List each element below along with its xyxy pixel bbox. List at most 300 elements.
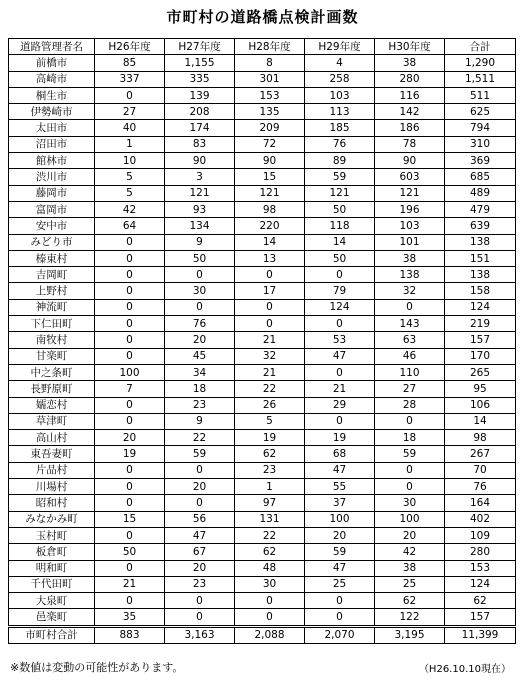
column-header-manager: 道路管理者名 [9, 39, 95, 55]
table-row [9, 511, 516, 527]
total-value: 489 [445, 185, 516, 201]
h29-value: 21 [305, 381, 375, 397]
total-value: 151 [445, 250, 516, 266]
h30-value: 59 [375, 446, 445, 462]
h26-value: 100 [95, 364, 165, 380]
h27-value: 20 [165, 560, 235, 576]
total-value: 70 [445, 462, 516, 478]
h27-value: 0 [165, 462, 235, 478]
h27-value: 139 [165, 87, 235, 103]
h26-value: 0 [95, 299, 165, 315]
h29-value: 0 [305, 593, 375, 609]
table-row [9, 267, 516, 283]
column-header-h30: H30年度 [375, 39, 445, 55]
h28-value: 48 [235, 560, 305, 576]
h30-value: 101 [375, 234, 445, 250]
h28-value: 15 [235, 169, 305, 185]
h27-value: 9 [165, 413, 235, 429]
h26-value: 21 [95, 576, 165, 592]
manager-name: 片品村 [9, 462, 95, 478]
total-value: 124 [445, 576, 516, 592]
h26-value: 50 [95, 544, 165, 560]
manager-name: みどり市 [9, 234, 95, 250]
manager-name: 川場村 [9, 479, 95, 495]
manager-name: 草津町 [9, 413, 95, 429]
h27-value: 0 [165, 593, 235, 609]
manager-name: 甘楽町 [9, 348, 95, 364]
table-header [9, 39, 516, 55]
h26-value: 0 [95, 234, 165, 250]
h28-value: 26 [235, 397, 305, 413]
table-row [9, 316, 516, 332]
total-value: 76 [445, 479, 516, 495]
h29-value: 0 [305, 267, 375, 283]
table-row [9, 576, 516, 592]
total-h29: 2,070 [305, 626, 375, 643]
h26-value: 15 [95, 511, 165, 527]
manager-name: 太田市 [9, 120, 95, 136]
total-value: 157 [445, 609, 516, 626]
h26-value: 42 [95, 201, 165, 217]
total-value: 14 [445, 413, 516, 429]
h30-value: 18 [375, 430, 445, 446]
h28-value: 21 [235, 332, 305, 348]
h30-value: 28 [375, 397, 445, 413]
h29-value: 113 [305, 104, 375, 120]
h26-value: 0 [95, 250, 165, 266]
total-value: 109 [445, 527, 516, 543]
h29-value: 25 [305, 576, 375, 592]
column-header-h27: H27年度 [165, 39, 235, 55]
h28-value: 17 [235, 283, 305, 299]
table-row [9, 169, 516, 185]
h28-value: 0 [235, 316, 305, 332]
total-value: 1,511 [445, 71, 516, 87]
h26-value: 0 [95, 316, 165, 332]
h29-value: 20 [305, 527, 375, 543]
h30-value: 122 [375, 609, 445, 626]
manager-name: 榛東村 [9, 250, 95, 266]
total-row-label: 市町村合計 [9, 626, 95, 643]
h30-value: 38 [375, 55, 445, 71]
total-h26: 883 [95, 626, 165, 643]
total-value: 164 [445, 495, 516, 511]
manager-name: 下仁田町 [9, 316, 95, 332]
h26-value: 337 [95, 71, 165, 87]
manager-name: 渋川市 [9, 169, 95, 185]
h30-value: 63 [375, 332, 445, 348]
h28-value: 1 [235, 479, 305, 495]
table-row [9, 397, 516, 413]
h27-value: 76 [165, 316, 235, 332]
h30-value: 46 [375, 348, 445, 364]
h26-value: 5 [95, 185, 165, 201]
h27-value: 0 [165, 299, 235, 315]
manager-name: 藤岡市 [9, 185, 95, 201]
table-row [9, 609, 516, 626]
h26-value: 0 [95, 462, 165, 478]
h30-value: 0 [375, 413, 445, 429]
manager-name: 上野村 [9, 283, 95, 299]
total-value: 511 [445, 87, 516, 103]
table-row [9, 120, 516, 136]
manager-name: 中之条町 [9, 364, 95, 380]
h30-value: 186 [375, 120, 445, 136]
manager-name: 大泉町 [9, 593, 95, 609]
h30-value: 25 [375, 576, 445, 592]
table-row [9, 234, 516, 250]
column-header-h26: H26年度 [95, 39, 165, 55]
table-row [9, 430, 516, 446]
h30-value: 103 [375, 218, 445, 234]
h26-value: 0 [95, 527, 165, 543]
footnote: ※数値は変動の可能性があります。 [10, 661, 184, 674]
manager-name: 明和町 [9, 560, 95, 576]
table-row [9, 332, 516, 348]
h30-value: 30 [375, 495, 445, 511]
h27-value: 34 [165, 364, 235, 380]
h27-value: 208 [165, 104, 235, 120]
h28-value: 0 [235, 609, 305, 626]
h27-value: 121 [165, 185, 235, 201]
h29-value: 124 [305, 299, 375, 315]
manager-name: 吉岡町 [9, 267, 95, 283]
table-row [9, 462, 516, 478]
h29-value: 47 [305, 560, 375, 576]
h28-value: 22 [235, 527, 305, 543]
h30-value: 78 [375, 136, 445, 152]
table-row [9, 495, 516, 511]
manager-name: 嬬恋村 [9, 397, 95, 413]
manager-name: 前橋市 [9, 55, 95, 71]
total-h30: 3,195 [375, 626, 445, 643]
h29-value: 185 [305, 120, 375, 136]
h27-value: 335 [165, 71, 235, 87]
h28-value: 32 [235, 348, 305, 364]
manager-name: 富岡市 [9, 201, 95, 217]
h28-value: 30 [235, 576, 305, 592]
h29-value: 29 [305, 397, 375, 413]
total-value: 170 [445, 348, 516, 364]
bridge-inspection-table [8, 38, 516, 644]
h29-value: 59 [305, 169, 375, 185]
h30-value: 280 [375, 71, 445, 87]
h26-value: 64 [95, 218, 165, 234]
h28-value: 72 [235, 136, 305, 152]
total-value: 157 [445, 332, 516, 348]
h29-value: 0 [305, 364, 375, 380]
h29-value: 89 [305, 153, 375, 169]
h26-value: 0 [95, 479, 165, 495]
h28-value: 220 [235, 218, 305, 234]
total-value: 98 [445, 430, 516, 446]
h30-value: 62 [375, 593, 445, 609]
h30-value: 32 [375, 283, 445, 299]
column-header-total: 合計 [445, 39, 516, 55]
h30-value: 100 [375, 511, 445, 527]
total-value: 153 [445, 560, 516, 576]
h27-value: 23 [165, 576, 235, 592]
document-title: 市町村の道路橋点検計画数 [166, 8, 359, 26]
h26-value: 0 [95, 560, 165, 576]
total-value: 794 [445, 120, 516, 136]
h30-value: 0 [375, 462, 445, 478]
h28-value: 21 [235, 364, 305, 380]
table-row [9, 283, 516, 299]
h30-value: 603 [375, 169, 445, 185]
manager-name: 神流町 [9, 299, 95, 315]
h26-value: 1 [95, 136, 165, 152]
as-of-date: （H26.10.10現在） [418, 664, 511, 675]
h28-value: 62 [235, 446, 305, 462]
h27-value: 134 [165, 218, 235, 234]
manager-name: 伊勢崎市 [9, 104, 95, 120]
table-row [9, 479, 516, 495]
total-h27: 3,163 [165, 626, 235, 643]
total-h28: 2,088 [235, 626, 305, 643]
h29-value: 4 [305, 55, 375, 71]
h30-value: 110 [375, 364, 445, 380]
total-value: 265 [445, 364, 516, 380]
table-row [9, 413, 516, 429]
total-value: 639 [445, 218, 516, 234]
total-row [9, 626, 516, 643]
h29-value: 258 [305, 71, 375, 87]
h28-value: 0 [235, 267, 305, 283]
h30-value: 142 [375, 104, 445, 120]
h27-value: 93 [165, 201, 235, 217]
h28-value: 209 [235, 120, 305, 136]
h27-value: 1,155 [165, 55, 235, 71]
manager-name: 長野原町 [9, 381, 95, 397]
h30-value: 196 [375, 201, 445, 217]
h26-value: 10 [95, 153, 165, 169]
h28-value: 8 [235, 55, 305, 71]
h28-value: 131 [235, 511, 305, 527]
manager-name: 桐生市 [9, 87, 95, 103]
manager-name: みなかみ町 [9, 511, 95, 527]
h26-value: 0 [95, 397, 165, 413]
total-value: 267 [445, 446, 516, 462]
manager-name: 玉村町 [9, 527, 95, 543]
h30-value: 20 [375, 527, 445, 543]
h27-value: 90 [165, 153, 235, 169]
h27-value: 45 [165, 348, 235, 364]
table-row [9, 55, 516, 71]
h30-value: 116 [375, 87, 445, 103]
h28-value: 62 [235, 544, 305, 560]
h30-value: 38 [375, 560, 445, 576]
h27-value: 23 [165, 397, 235, 413]
h28-value: 0 [235, 299, 305, 315]
h27-value: 59 [165, 446, 235, 462]
h29-value: 53 [305, 332, 375, 348]
h29-value: 19 [305, 430, 375, 446]
manager-name: 昭和村 [9, 495, 95, 511]
h28-value: 19 [235, 430, 305, 446]
manager-name: 千代田町 [9, 576, 95, 592]
h26-value: 0 [95, 267, 165, 283]
h28-value: 301 [235, 71, 305, 87]
table-row [9, 381, 516, 397]
table-row [9, 527, 516, 543]
h27-value: 22 [165, 430, 235, 446]
column-header-h28: H28年度 [235, 39, 305, 55]
table-row [9, 71, 516, 87]
total-value: 479 [445, 201, 516, 217]
h29-value: 0 [305, 316, 375, 332]
h30-value: 42 [375, 544, 445, 560]
h27-value: 20 [165, 479, 235, 495]
table-row [9, 299, 516, 315]
h27-value: 3 [165, 169, 235, 185]
total-value: 219 [445, 316, 516, 332]
table-row [9, 218, 516, 234]
total-value: 1,290 [445, 55, 516, 71]
table-row [9, 201, 516, 217]
table-row [9, 593, 516, 609]
table-row [9, 446, 516, 462]
h29-value: 47 [305, 462, 375, 478]
h28-value: 135 [235, 104, 305, 120]
h26-value: 0 [95, 87, 165, 103]
h28-value: 5 [235, 413, 305, 429]
h26-value: 0 [95, 348, 165, 364]
table-body [9, 55, 516, 626]
total-value: 124 [445, 299, 516, 315]
h30-value: 143 [375, 316, 445, 332]
table-row [9, 87, 516, 103]
h28-value: 0 [235, 593, 305, 609]
h29-value: 50 [305, 250, 375, 266]
h29-value: 68 [305, 446, 375, 462]
h26-value: 0 [95, 413, 165, 429]
table-row [9, 104, 516, 120]
manager-name: 安中市 [9, 218, 95, 234]
table-row [9, 250, 516, 266]
h29-value: 14 [305, 234, 375, 250]
h26-value: 5 [95, 169, 165, 185]
h28-value: 13 [235, 250, 305, 266]
h29-value: 47 [305, 348, 375, 364]
table-row [9, 136, 516, 152]
total-grand: 11,399 [445, 626, 516, 643]
total-value: 95 [445, 381, 516, 397]
table-row [9, 348, 516, 364]
h29-value: 55 [305, 479, 375, 495]
header-row [9, 39, 516, 55]
h27-value: 50 [165, 250, 235, 266]
h27-value: 0 [165, 609, 235, 626]
h27-value: 83 [165, 136, 235, 152]
column-header-h29: H29年度 [305, 39, 375, 55]
h26-value: 0 [95, 495, 165, 511]
total-value: 62 [445, 593, 516, 609]
h26-value: 0 [95, 593, 165, 609]
manager-name: 沼田市 [9, 136, 95, 152]
h28-value: 97 [235, 495, 305, 511]
h29-value: 76 [305, 136, 375, 152]
h30-value: 90 [375, 153, 445, 169]
table-row [9, 544, 516, 560]
manager-name: 高崎市 [9, 71, 95, 87]
h26-value: 0 [95, 332, 165, 348]
h29-value: 59 [305, 544, 375, 560]
h27-value: 47 [165, 527, 235, 543]
h29-value: 103 [305, 87, 375, 103]
h28-value: 22 [235, 381, 305, 397]
table-row [9, 153, 516, 169]
h27-value: 20 [165, 332, 235, 348]
h26-value: 19 [95, 446, 165, 462]
h27-value: 9 [165, 234, 235, 250]
h26-value: 40 [95, 120, 165, 136]
h27-value: 0 [165, 267, 235, 283]
manager-name: 南牧村 [9, 332, 95, 348]
total-value: 138 [445, 234, 516, 250]
total-value: 369 [445, 153, 516, 169]
h28-value: 153 [235, 87, 305, 103]
h30-value: 0 [375, 479, 445, 495]
table-row [9, 560, 516, 576]
total-value: 138 [445, 267, 516, 283]
table-row [9, 185, 516, 201]
total-value: 685 [445, 169, 516, 185]
h26-value: 0 [95, 283, 165, 299]
h26-value: 27 [95, 104, 165, 120]
h29-value: 118 [305, 218, 375, 234]
table-row [9, 364, 516, 380]
total-value: 310 [445, 136, 516, 152]
h27-value: 0 [165, 495, 235, 511]
table-footer [9, 626, 516, 643]
total-value: 106 [445, 397, 516, 413]
h27-value: 30 [165, 283, 235, 299]
h28-value: 14 [235, 234, 305, 250]
total-value: 625 [445, 104, 516, 120]
total-value: 280 [445, 544, 516, 560]
h30-value: 38 [375, 250, 445, 266]
h26-value: 20 [95, 430, 165, 446]
h29-value: 0 [305, 609, 375, 626]
total-value: 158 [445, 283, 516, 299]
h28-value: 98 [235, 201, 305, 217]
manager-name: 高山村 [9, 430, 95, 446]
manager-name: 邑楽町 [9, 609, 95, 626]
h30-value: 27 [375, 381, 445, 397]
h29-value: 100 [305, 511, 375, 527]
h28-value: 121 [235, 185, 305, 201]
h26-value: 35 [95, 609, 165, 626]
h30-value: 138 [375, 267, 445, 283]
total-value: 402 [445, 511, 516, 527]
h27-value: 56 [165, 511, 235, 527]
h27-value: 67 [165, 544, 235, 560]
manager-name: 東吾妻町 [9, 446, 95, 462]
h26-value: 85 [95, 55, 165, 71]
manager-name: 館林市 [9, 153, 95, 169]
h26-value: 7 [95, 381, 165, 397]
h29-value: 0 [305, 413, 375, 429]
h27-value: 18 [165, 381, 235, 397]
h29-value: 121 [305, 185, 375, 201]
h30-value: 121 [375, 185, 445, 201]
h29-value: 79 [305, 283, 375, 299]
h28-value: 90 [235, 153, 305, 169]
h28-value: 23 [235, 462, 305, 478]
manager-name: 板倉町 [9, 544, 95, 560]
h29-value: 50 [305, 201, 375, 217]
